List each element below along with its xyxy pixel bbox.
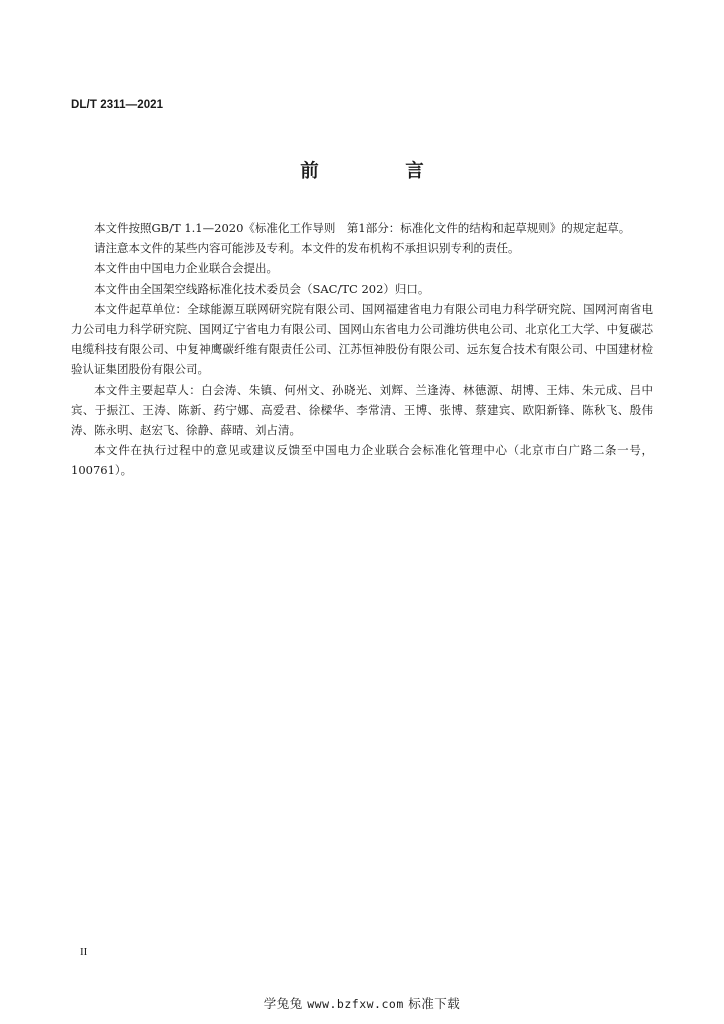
paragraph-drafting-rules: 本文件按照GB/T 1.1—2020《标准化工作导则 第1部分：标准化文件的结构和起草规则》的规定起草。	[94, 221, 631, 235]
footer-site-name: 学兔兔	[263, 996, 303, 1011]
paragraph-feedback-address: 本文件在执行过程中的意见或建议反馈至中国电力企业联合会标准化管理中心（北京市白广路二条一号，100761）。	[71, 443, 653, 478]
page-number: II	[80, 946, 88, 958]
paragraph-main-drafters: 本文件主要起草人：白会涛、朱镇、何州文、孙晓光、刘辉、兰逢涛、林德源、胡博、王炜、朱元成、吕中宾、于振江、王涛、陈新、药宁娜、高爱君、徐樑华、李常清、王博、张博、蔡建宾、欧阳新锋、陈秋飞、殷伟涛、陈永明、赵宏飞、徐静、薛晴、刘占清。	[71, 382, 653, 438]
paragraph-proposed-by: 本文件由中国电力企业联合会提出。	[94, 261, 278, 276]
footer-label: 标准下载	[408, 996, 461, 1011]
paragraph-under-jurisdiction: 本文件由全国架空线路标准化技术委员会（SAC/TC 202）归口。	[94, 281, 430, 296]
page-title: 前 言	[300, 161, 458, 182]
standard-code: DL/T 2311—2021	[71, 99, 164, 111]
footer-watermark	[0, 994, 724, 1012]
foreword-body	[71, 218, 653, 481]
paragraph-drafting-organizations: 本文件起草单位：全球能源互联网研究院有限公司、国网福建省电力有限公司电力科学研究院、国网河南省电力公司电力科学研究院、国网辽宁省电力有限公司、国网山东省电力公司潍坊供电公司、北京化工大学、中复碳芯电缆科技有限公司、中复神鹰碳纤维有限责任公司、江苏恒神股份有限公司、远东复合技术有限公司、中国建材检验认证集团股份有限公司。	[71, 301, 653, 377]
footer-url[interactable]: www.bzfxw.com	[307, 997, 404, 1011]
paragraph-patent-notice: 请注意本文件的某些内容可能涉及专利。本文件的发布机构不承担识别专利的责任。	[94, 241, 520, 256]
